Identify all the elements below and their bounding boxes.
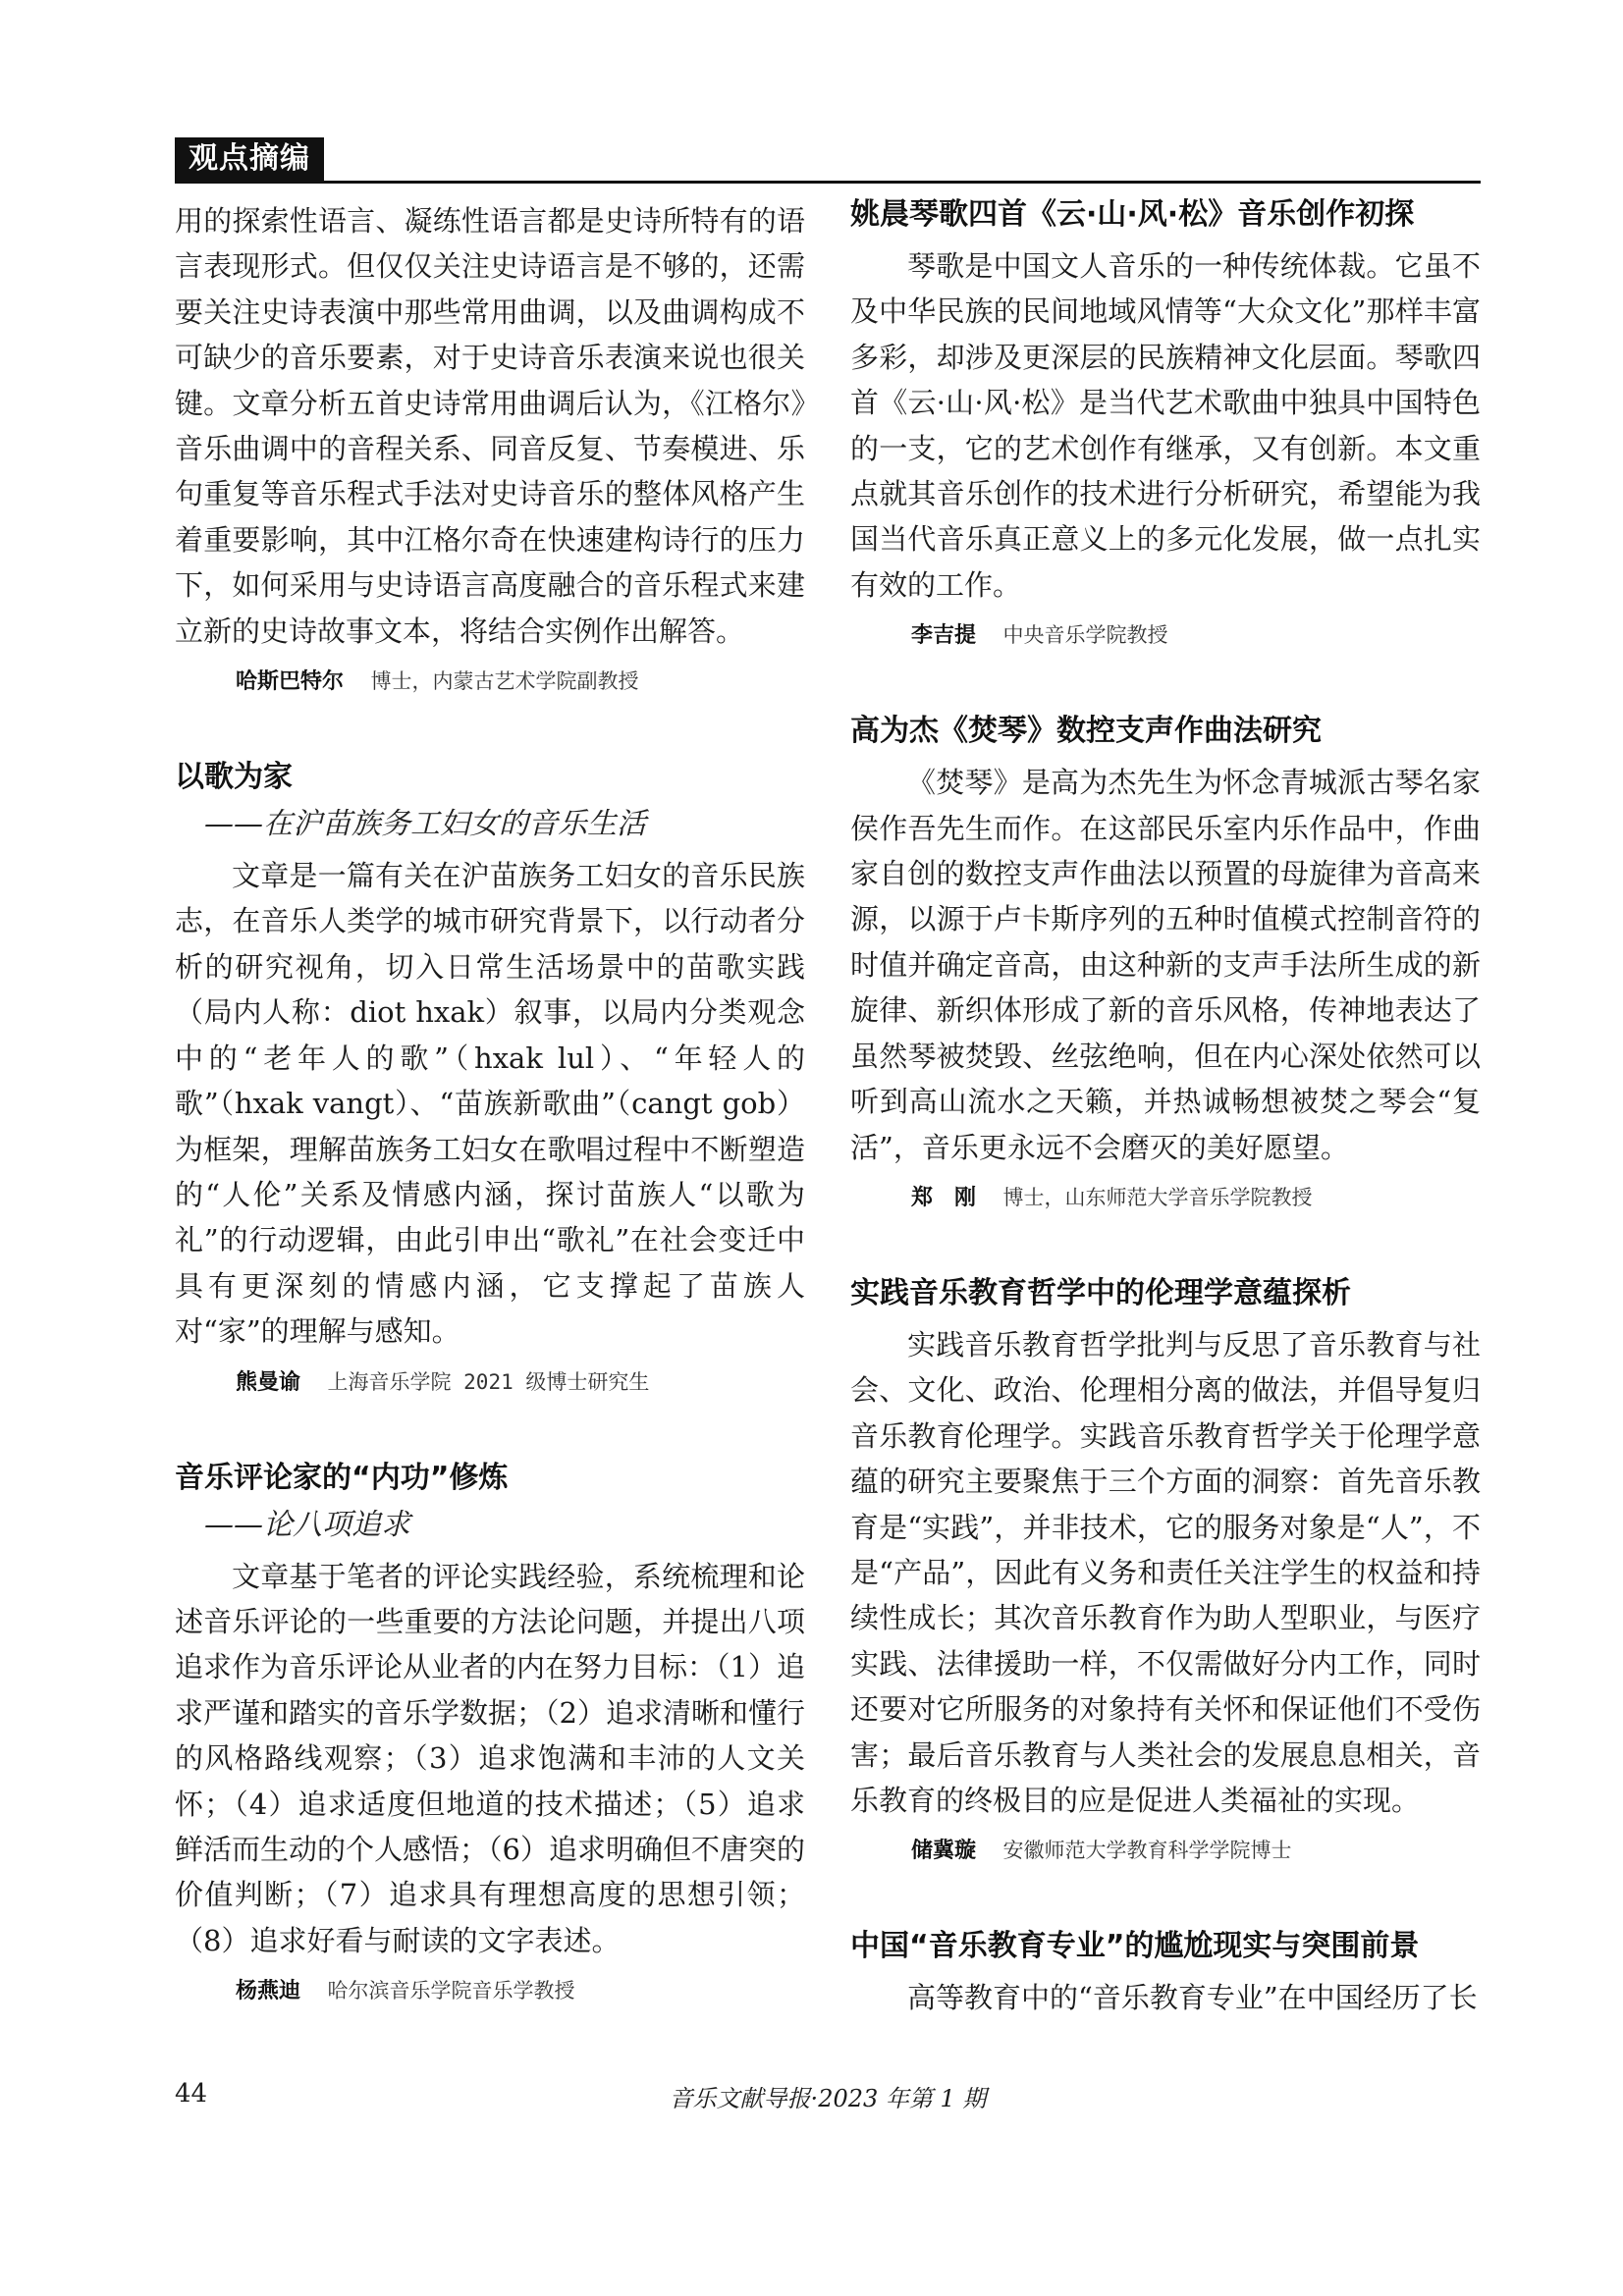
author-name: 储冀璇	[911, 1839, 977, 1864]
article-body: 高等教育中的“音乐教育专业”在中国经历了长	[907, 1981, 1478, 2015]
page-footer	[175, 2079, 1481, 2118]
article-title: 实践音乐教育哲学中的伦理学意蕴探析	[850, 1275, 1351, 1310]
page-number: 44	[175, 2079, 208, 2109]
author-name: 熊曼谕	[236, 1369, 301, 1395]
author-line	[911, 1835, 1481, 1867]
article-title: 以歌为家	[175, 760, 293, 795]
author-name: 杨燕迪	[236, 1979, 301, 2004]
article-continued	[175, 198, 805, 698]
article-subtitle: ——论八项追求	[204, 1507, 410, 1542]
article-yao-chen-qin-ge	[850, 192, 1481, 652]
author-line	[236, 1366, 805, 1399]
left-column	[175, 192, 805, 2007]
article-body: 《焚琴》是高为杰先生为怀念青城派古琴名家侯作吾先生而作。在这部民乐室内乐作品中，作曲家自创的数控支声作曲法以预置的母旋律为音高来源，以源于卢卡斯序列的五种时值模式控制音符的时值并确定音高，由这种新的支声手法所生成的新旋律、新织体形成了新的音乐风格，传神地表达了虽然琴被焚毁、丝弦绝响，但在内心深处依然可以听到高山流水之天籁，并热诚畅想被焚之琴会“复活”，音乐更永远不会磨灭的美好愿望。	[850, 766, 1481, 1164]
author-affiliation: 中央音乐学院教授	[1002, 623, 1168, 648]
author-affiliation: 哈尔滨音乐学院音乐学教授	[327, 1979, 575, 2003]
header-rule	[175, 181, 1481, 184]
author-affiliation: 安徽师范大学教育科学学院博士	[1002, 1839, 1292, 1863]
author-line	[236, 1975, 805, 2007]
journal-issue: 音乐文献导报·2023 年第 1 期	[669, 2085, 987, 2112]
author-line	[911, 1182, 1481, 1214]
author-name: 李吉提	[911, 623, 977, 649]
author-affiliation: 上海音乐学院 2021 级博士研究生	[327, 1369, 650, 1394]
article-body: 实践音乐教育哲学批判与反思了音乐教育与社会、文化、政治、伦理相分离的做法，并倡导复归音乐教育伦理学。实践音乐教育哲学关于伦理学意蕴的研究主要聚焦于三个方面的洞察：首先音乐教育是“实践”，并非技术，它的服务对象是“人”，不是“产品”，因此有义务和责任关注学生的权益和持续性成长；其次音乐教育作为助人型职业，与医疗实践、法律援助一样，不仅需做好分内工作，同时还要对它所服务的对象持有关怀和保证他们不受伤害；最后音乐教育与人类社会的发展息息相关，音乐教育的终极目的应是促进人类福祉的实现。	[850, 1327, 1481, 1817]
author-affiliation: 博士，内蒙古艺术学院副教授	[370, 669, 639, 694]
author-affiliation: 博士，山东师范大学音乐学院教授	[1002, 1185, 1313, 1209]
author-name: 哈斯巴特尔	[236, 669, 345, 695]
article-music-education-major	[850, 1924, 1481, 2020]
article-music-critic	[175, 1456, 805, 2008]
article-ethics	[850, 1271, 1481, 1867]
author-line	[911, 619, 1481, 652]
section-badge: 观点摘编	[175, 137, 324, 181]
article-subtitle: ——在沪苗族务工妇女的音乐生活	[204, 807, 646, 842]
article-title: 中国“音乐教育专业”的尴尬现实与突围前景	[850, 1929, 1420, 1964]
article-body: 文章基于笔者的评论实践经验，系统梳理和论述音乐评论的一些重要的方法论问题，并提出八项追求作为音乐评论从业者的内在努力目标：（1）追求严谨和踏实的音乐学数据；（2）追求清晰和懂行的风格路线观察；（3）追求饱满和丰沛的人文关怀；（4）追求适度但地道的技术描述；（5）追求鲜活而生动的个人感悟；（6）追求明确但不唐突的价值判断；（7）追求具有理想高度的思想引领；（8）追求好看与耐读的文字表述。	[175, 1559, 805, 1957]
article-body: 文章是一篇有关在沪苗族务工妇女的音乐民族志，在音乐人类学的城市研究背景下，以行动者分析的研究视角，切入日常生活场景中的苗歌实践（局内人称：diot hxak）叙事，以局内分类观念中的“老年人的歌”（hxak lul）、“年轻人的歌”（hxak vangt）、“苗族新歌曲”（cangt gob）为框架，理解苗族务工妇女在歌唱过程中不断塑造的“人伦”关系及情感内涵，探讨苗族人“以歌为礼”的行动逻辑，由此引申出“歌礼”在社会变迁中具有更深刻的情感内涵，它支撑起了苗族人对“家”的理解与感知。	[175, 859, 805, 1349]
article-fen-qin	[850, 709, 1481, 1214]
article-title: 姚晨琴歌四首《云·山·风·松》音乐创作初探	[850, 197, 1415, 232]
article-body: 琴歌是中国文人音乐的一种传统体裁。它虽不及中华民族的民间地域风情等“大众文化”那样丰富多彩，却涉及更深层的民族精神文化层面。琴歌四首《云·山·风·松》是当代艺术歌曲中独具中国特色的一支，它的艺术创作有继承，又有创新。本文重点就其音乐创作的技术进行分析研究，希望能为我国当代音乐真正意义上的多元化发展，做一点扎实有效的工作。	[850, 249, 1481, 602]
article-title: 音乐评论家的“内功”修炼	[175, 1460, 509, 1495]
article-body: 用的探索性语言、凝练性语言都是史诗所特有的语言表现形式。但仅仅关注史诗语言是不够的，还需要关注史诗表演中那些常用曲调，以及曲调构成不可缺少的音乐要素，对于史诗音乐表演来说也很关键。文章分析五首史诗常用曲调后认为，《江格尔》音乐曲调中的音程关系、同音反复、节奏模进、乐句重复等音乐程式手法对史诗音乐的整体风格产生着重要影响，其中江格尔奇在快速建构诗行的压力下，如何采用与史诗语言高度融合的音乐程式来建立新的史诗故事文本，将结合实例作出解答。	[175, 204, 805, 648]
right-column	[850, 192, 1481, 2021]
author-line	[236, 666, 805, 698]
article-title: 高为杰《焚琴》数控支声作曲法研究	[850, 714, 1322, 749]
section-header	[175, 137, 1481, 183]
article-yi-ge-wei-jia	[175, 755, 805, 1398]
author-name: 郑 刚	[911, 1185, 977, 1210]
